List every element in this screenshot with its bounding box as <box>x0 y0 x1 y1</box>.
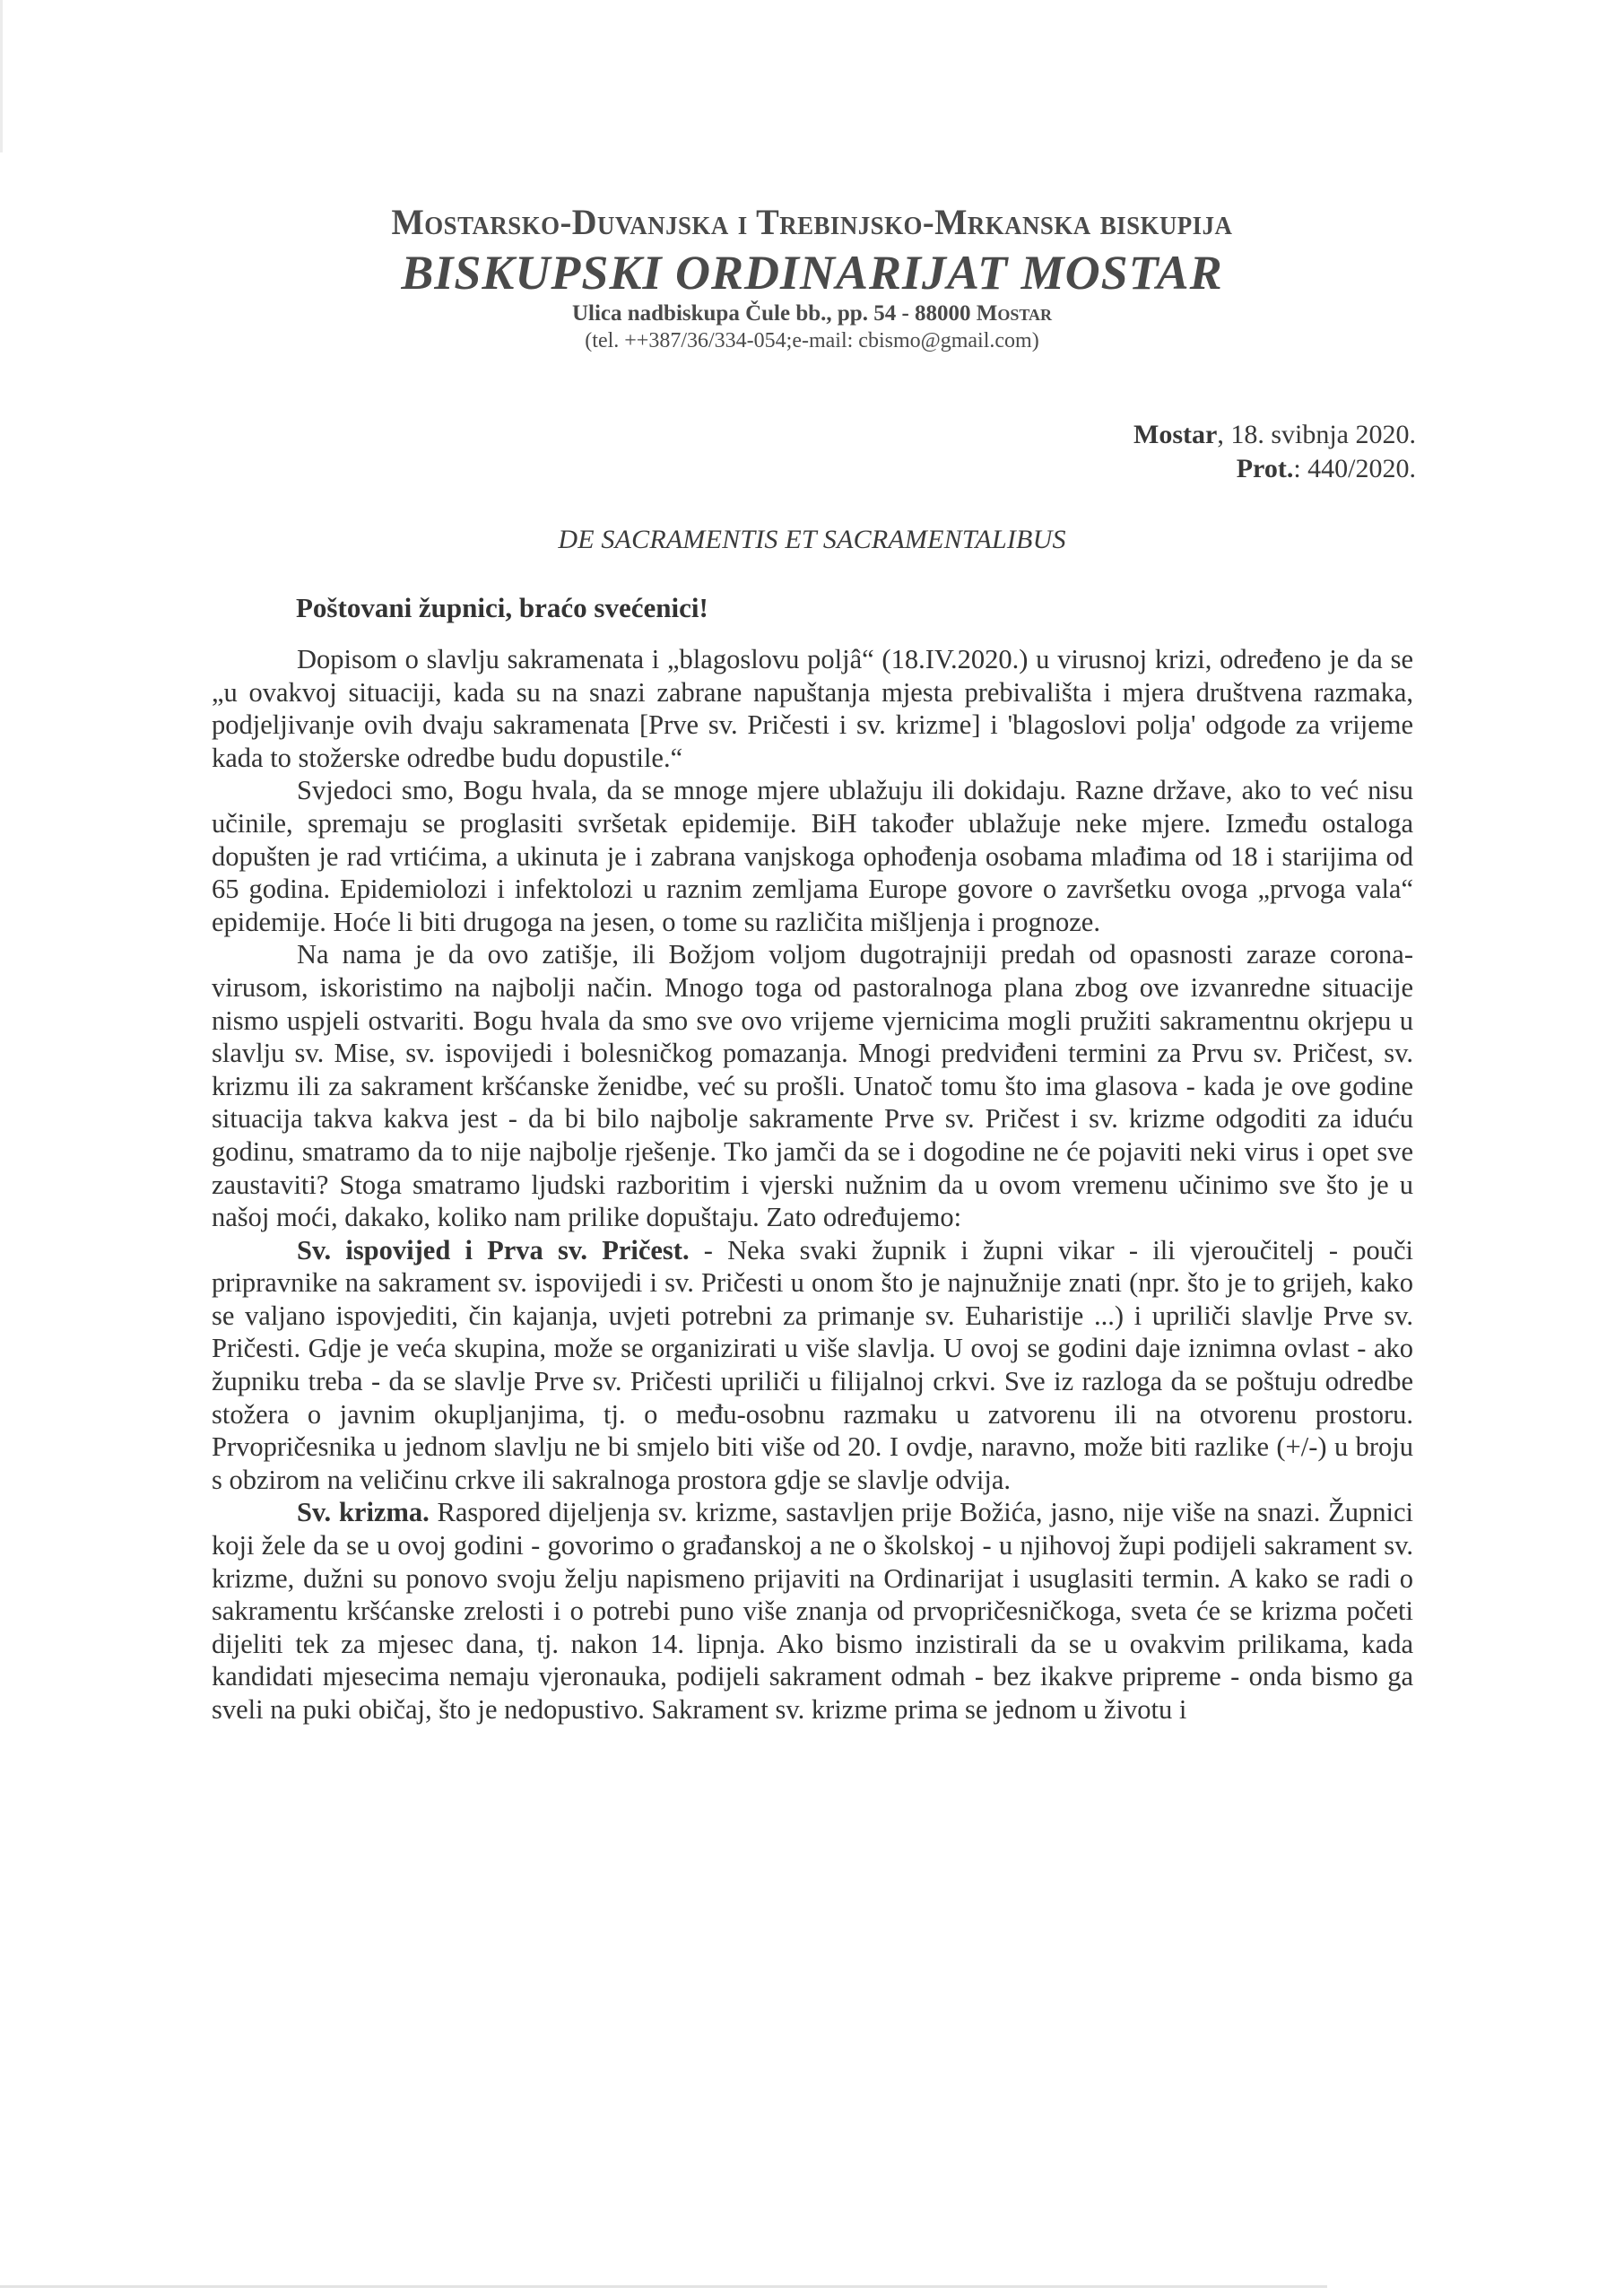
protocol <box>1133 452 1416 486</box>
address-street: Ulica nadbiskupa Čule bb., pp. 54 - 88000 <box>571 301 977 326</box>
diocese-name: Mostarsko-Duvanjska i Trebinjsko-Mrkanska biskupija <box>391 202 1233 242</box>
document-meta <box>1133 418 1416 486</box>
paragraph-text: Raspored dijeljenja sv. krizme, sastavljen prije Božića, jasno, nije više na snazi. Župnici koji žele da se u ovoj godini - govorimo o građanskoj a ne o školskoj - u njihovoj župi podijeli sakrament sv. krizme, dužni su ponovo svoju želju napismeno prijaviti na Ordinarijat i usuglasiti termin. A kako se radi o sakramentu kršćanske zrelosti i o potrebi puno više znanja od prvopričesničkoga, sveta će se krizma početi dijeliti tek za mjesec dana, tj. nakon 14. lipnja. Ako bismo inzistirali da se u ovakvim prilikama, kada kandidati mjesecima nemaju vjeronauka, podijeli sakrament odmah - bez ikakve pripreme - onda bismo ga sveli na puki običaj, što je nedopustivo. Sakrament sv. krizme prima se jednom u životu i <box>212 1497 1414 1725</box>
prot-number: : 440/2020. <box>1293 454 1416 483</box>
paragraph-confirmation <box>212 1496 1413 1726</box>
paragraph <box>212 643 1413 774</box>
paragraph-confession-communion <box>212 1234 1413 1497</box>
letter-body <box>212 643 1413 1726</box>
paragraph-text: - Neka svaki župnik i župni vikar - ili vjeroučitelj - pouči pripravnike na sakrament sv. ispovijedi i sv. Pričesti u onom što je najnužnije znati (npr. što je to grijeh, kako se valjano ispovjediti, čin kajanja, uvjeti potrebni za primanje sv. Euharistije ...) i upriliči slavlje Prve sv. Pričesti. Gdje je veća skupina, može se organizirati u više slavlja. U ovoj se godini daje iznimna ovlast - ako župniku treba - da se slavlje Prve sv. Pričesti upriliči u filijalnoj crkvi. Sve iz razloga da se poštuju odredbe stožera o javnim okupljanjima, tj. o među-osobnu razmaku u zatvorenu ili na otvorenu prostoru. Prvopričesnika u jednom slavlju ne bi smjelo biti više od 20. I ovdje, naravno, može biti razlike (+/-) u broju s obzirom na veličinu crkve ili sakralnoga prostora gdje se slavlje odvija. <box>212 1234 1413 1495</box>
greeting: Poštovani župnici, braćo svećenici! <box>296 592 708 623</box>
prot-label: Prot. <box>1236 454 1294 483</box>
place-label: Mostar <box>1133 420 1218 449</box>
address-city: Mostar <box>976 301 1053 326</box>
scan-edge-mark <box>0 0 3 152</box>
subject-heading: DE SACRAMENTIS ET SACRAMENTALIBUS <box>558 525 1066 554</box>
place-date <box>1133 418 1416 452</box>
section-lead: Sv. krizma. <box>297 1497 430 1528</box>
contact-line: (tel. ++387/36/334-054;e-mail: cbismo@gmail.com) <box>585 329 1039 352</box>
ordinariat-title: BISKUPSKI ORDINARIJAT MOSTAR <box>401 246 1223 300</box>
scan-bottom-edge <box>0 2285 1327 2288</box>
section-lead: Sv. ispovijed i Prva sv. Pričest. <box>297 1234 690 1265</box>
paragraph <box>212 938 1413 1233</box>
date-value: , 18. svibnja 2020. <box>1217 420 1416 449</box>
address-line <box>0 300 1624 327</box>
letterhead <box>0 202 1624 354</box>
paragraph-text: Na nama je da ovo zatišje, ili Božjom voljom dugotrajniji predah od opasnosti zaraze corona-virusom, iskoristimo na najbolji način. Mnogo toga od pastoralnoga plana zbog ove izvanredne situacije nismo uspjeli ostvariti. Bogu hvala da smo sve ovo vrijeme vjernicima mogli pružiti sakramentnu okrjepu u slavlju sv. Mise, sv. ispovijedi i bolesničkog pomazanja. Mnogi predviđeni termini za Prvu sv. Pričest, sv. krizmu ili za sakrament kršćanske ženidbe, već su prošli. Unatoč tomu što ima glasova - kada je ove godine situacija takva kakva jest - da bi bilo najbolje sakramente Prve sv. Pričest i sv. krizme odgoditi za iduću godinu, smatramo da to nije najbolje rješenje. Tko jamči da se i dogodine ne će pojaviti neki virus i opet sve zaustaviti? Stoga smatramo ljudski razboritim i vjerski nužnim da u ovom vremenu učinimo sve što je u našoj moći, dakako, koliko nam prilike dopuštaju. Zato određujemo: <box>212 939 1413 1233</box>
paragraph-text: Dopisom o slavlju sakramenata i „blagoslovu poljâ“ (18.IV.2020.) u virusnoj krizi, određeno je da se „u ovakvoj situaciji, kada su na snazi zabrane napuštanja mjesta prebivališta i mjera društvena razmaka, podjeljivanje ovih dvaju sakramenata [Prve sv. Pričesti i sv. krizme] i 'blagoslovi polja' odgode za vrijeme kada to stožerske odredbe budu dopustile.“ <box>212 644 1413 773</box>
paragraph <box>212 774 1413 938</box>
paragraph-text: Svjedoci smo, Bogu hvala, da se mnoge mjere ublažuju ili dokidaju. Razne države, ako to već nisu učinile, spremaju se proglasiti svršetak epidemije. BiH također ublažuje neke mjere. Između ostaloga dopušten je rad vrtićima, a ukinuta je i zabrana vanjskoga ophođenja osobama mlađima od 18 i starijima od 65 godina. Epidemiolozi i infektolozi u raznim zemljama Europe govore o završetku ovoga „prvoga vala“ epidemije. Hoće li biti drugoga na jesen, o tome su različita mišljenja i prognoze. <box>212 775 1413 937</box>
